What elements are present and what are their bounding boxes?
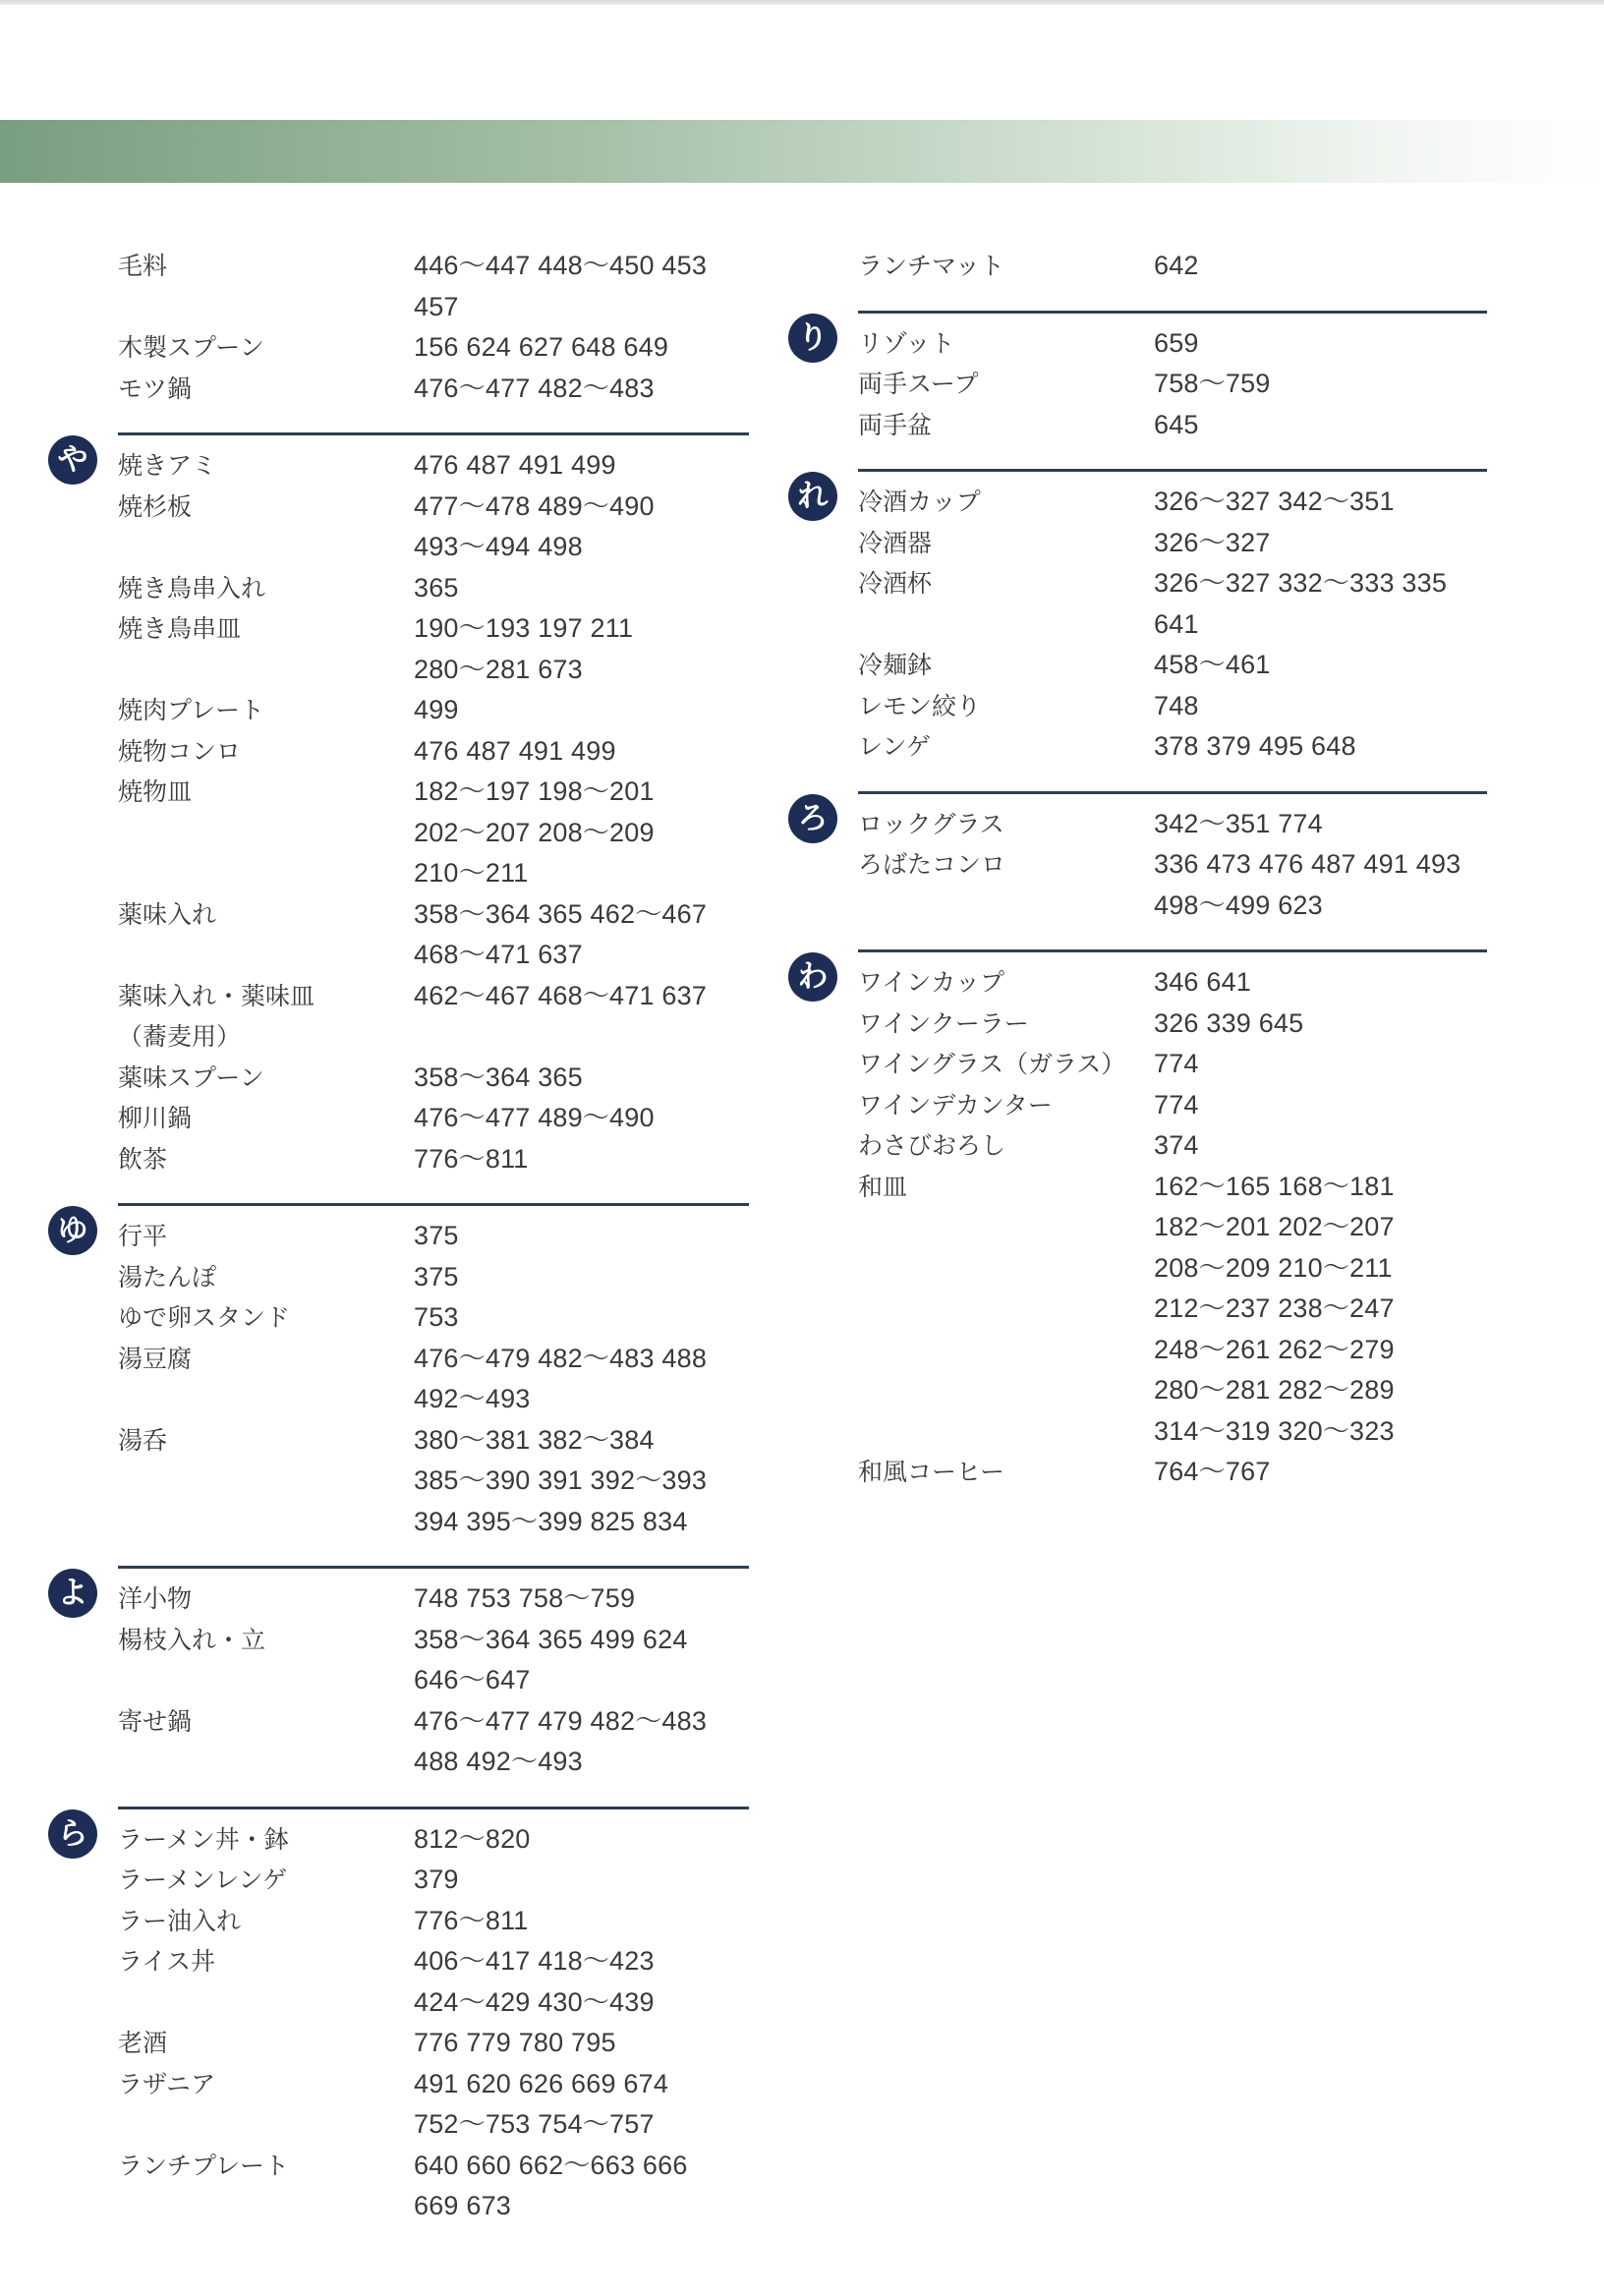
- index-section: [797, 791, 1487, 927]
- entry-term: 焼きアミ: [118, 451, 217, 480]
- entry-term: 冷酒杯: [858, 569, 933, 598]
- section-kana-badge: ら: [48, 1809, 97, 1859]
- page-refs-line: [414, 1016, 758, 1058]
- entry-pages: [414, 369, 758, 410]
- page-refs-line: 764～767: [1154, 1457, 1271, 1486]
- entry-term: 冷酒器: [858, 528, 933, 557]
- page-refs-line: 748 753 758～759: [414, 1583, 636, 1613]
- entry-term: 湯たんぽ: [118, 1262, 217, 1292]
- entry-pages: [414, 2146, 758, 2227]
- index-column-left: [57, 246, 757, 2227]
- page-refs-line: 446～447 448～450 453: [414, 251, 708, 280]
- section-kana-badge: わ: [788, 952, 837, 1002]
- page-refs-line: 753: [414, 1302, 459, 1332]
- index-entry: [118, 1058, 757, 1099]
- index-entry: [858, 523, 1487, 564]
- page-refs-line: 457: [414, 291, 459, 321]
- page-refs-line: 365: [414, 572, 459, 603]
- index-entry: [858, 323, 1487, 365]
- page-refs-line: 182～201 202～207: [1154, 1212, 1395, 1241]
- entry-term: リゾット: [858, 328, 955, 358]
- entry-pages: [1154, 804, 1498, 845]
- entry-pages: [1154, 364, 1498, 405]
- index-entry: [118, 894, 757, 976]
- entry-pages: [1154, 962, 1498, 1004]
- page-refs-line: 669 673: [414, 2191, 511, 2220]
- entry-term: 寄せ鍋: [118, 1706, 193, 1736]
- entry-pages: [1154, 686, 1498, 727]
- page-refs-line: 156 624 627 648 649: [414, 332, 669, 362]
- entry-term: 両手スープ: [858, 370, 979, 398]
- page-refs-line: 640 660 662～663 666: [414, 2150, 688, 2180]
- page-refs-line: 375: [414, 1261, 459, 1292]
- page-refs-line: 346 641: [1154, 967, 1251, 997]
- entry-pages: [1154, 645, 1498, 686]
- entry-pages: [414, 1819, 758, 1861]
- entry-pages: [1154, 1044, 1498, 1085]
- page-refs-line: 477～478 489～490: [414, 490, 655, 521]
- page-refs-line: 476～479 482～483 488: [414, 1343, 708, 1373]
- page-refs-line: 326 339 645: [1154, 1007, 1304, 1038]
- entry-term: 焼肉プレート: [118, 696, 265, 724]
- page-refs-line: 342～351 774: [1154, 808, 1323, 838]
- entry-term: 薬味入れ・薬味皿 （蕎麦用）: [118, 981, 315, 1051]
- entry-pages: [414, 1701, 758, 1783]
- entry-term: レンゲ: [858, 732, 931, 761]
- page-refs-line: 476～477 489～490: [414, 1103, 655, 1132]
- index-section: [797, 311, 1487, 446]
- page-refs-line: 212～237 238～247: [1154, 1293, 1395, 1323]
- page-refs-line: 314～319 320～323: [1154, 1415, 1395, 1446]
- index-entry: [118, 1098, 757, 1139]
- page-refs-line: 476～477 479 482～483: [414, 1705, 708, 1736]
- entry-pages: [414, 327, 758, 369]
- page-refs-line: 336 473 476 487 491 493: [1154, 849, 1461, 879]
- index-entry: [118, 327, 757, 369]
- entry-term: 焼物皿: [118, 777, 193, 806]
- page-refs-line: 358～364 365 499 624: [414, 1624, 688, 1654]
- entry-term: ロックグラス: [858, 809, 1004, 838]
- section-kana-badge: り: [788, 314, 837, 363]
- index-entry: [118, 369, 757, 410]
- index-entry: [858, 246, 1487, 287]
- page-refs-line: 406～417 418～423: [414, 1946, 655, 1976]
- entry-pages: [414, 2023, 758, 2064]
- entry-term: 木製スプーン: [118, 333, 264, 362]
- entry-term: ろばたコンロ: [858, 850, 1006, 879]
- index-section-continued: [118, 246, 757, 409]
- page-refs-line: 748: [1154, 690, 1199, 720]
- entry-pages: [414, 2064, 758, 2146]
- entry-pages: [1154, 482, 1498, 523]
- entry-pages: [1154, 1167, 1498, 1453]
- page-refs-line: 774: [1154, 1089, 1199, 1119]
- page-refs-line: 774: [1154, 1049, 1199, 1078]
- entry-term: 湯豆腐: [118, 1344, 193, 1373]
- header-band: [0, 120, 1604, 183]
- page-refs-line: 752～753 754～757: [414, 2109, 655, 2139]
- entry-term: 和皿: [858, 1172, 908, 1201]
- page-refs-line: 374: [1154, 1130, 1199, 1160]
- index-entry: [858, 1452, 1487, 1493]
- index-section-continued: [858, 246, 1487, 287]
- entry-term: モツ鍋: [118, 373, 193, 403]
- index-entry: [858, 844, 1487, 926]
- index-entry: [858, 686, 1487, 727]
- entry-pages: [414, 608, 758, 690]
- entry-pages: [414, 1139, 758, 1180]
- index-entry: [118, 690, 757, 731]
- index-entry: [118, 1819, 757, 1861]
- entry-pages: [1154, 1085, 1498, 1126]
- index-entry: [858, 563, 1487, 645]
- index-entry: [118, 1420, 757, 1543]
- index-entry: [118, 1860, 757, 1901]
- entry-term: 毛料: [118, 252, 168, 280]
- entry-pages: [1154, 323, 1498, 365]
- index-section: [57, 1807, 757, 2227]
- entry-term: ワインクーラー: [858, 1008, 1029, 1038]
- section-kana-badge: よ: [48, 1569, 97, 1618]
- page-refs-line: 280～281 282～289: [1154, 1375, 1395, 1405]
- index-section: [797, 949, 1487, 1493]
- entry-pages: [414, 976, 758, 1058]
- entry-term: わさびおろし: [858, 1131, 1006, 1160]
- entry-term: 焼物コンロ: [118, 736, 242, 766]
- index-entry: [858, 1085, 1487, 1126]
- entry-term: 冷麺鉢: [858, 651, 933, 679]
- entry-pages: [1154, 1004, 1498, 1045]
- entry-pages: [414, 487, 758, 568]
- entry-pages: [1154, 844, 1498, 926]
- page-refs-line: 491 620 626 669 674: [414, 2068, 669, 2098]
- entry-term: 和風コーヒー: [858, 1458, 1005, 1486]
- entry-pages: [414, 1297, 758, 1339]
- entry-pages: [414, 1901, 758, 1942]
- page-refs-line: 659: [1154, 327, 1199, 358]
- entry-pages: [1154, 1452, 1498, 1493]
- index-entry: [118, 1257, 757, 1298]
- page-refs-line: 492～493: [414, 1384, 531, 1413]
- page-refs-line: 476～477 482～483: [414, 373, 655, 403]
- page-refs-line: 375: [414, 1221, 459, 1250]
- index-entry: [118, 1941, 757, 2023]
- page-refs-line: 499: [414, 695, 459, 724]
- section-kana-badge: ゆ: [48, 1206, 97, 1255]
- index-entry: [858, 962, 1487, 1004]
- page-refs-line: 424～429 430～439: [414, 1986, 655, 2017]
- entry-term: 焼杉板: [118, 491, 193, 521]
- page-refs-line: 776～811: [414, 1143, 529, 1174]
- index-entry: [118, 1901, 757, 1942]
- entry-pages: [414, 1216, 758, 1257]
- entry-term: 洋小物: [118, 1584, 193, 1613]
- entry-term: 行平: [118, 1222, 168, 1250]
- entry-pages: [414, 568, 758, 609]
- index-entry: [118, 976, 757, 1058]
- index-entry: [118, 731, 757, 773]
- entry-pages: [414, 1578, 758, 1620]
- page-refs-line: 812～820: [414, 1823, 531, 1854]
- page-refs-line: 488 492～493: [414, 1747, 583, 1776]
- section-kana-badge: や: [48, 435, 97, 485]
- entry-pages: [414, 731, 758, 773]
- entry-pages: [414, 1058, 758, 1099]
- entry-pages: [1154, 246, 1498, 287]
- entry-pages: [414, 772, 758, 894]
- index-entry: [118, 445, 757, 487]
- index-section: [57, 1566, 757, 1783]
- page-refs-line: 190～193 197 211: [414, 613, 634, 643]
- page-refs-line: 326～327 342～351: [1154, 487, 1395, 516]
- entry-term: ワインデカンター: [858, 1090, 1053, 1119]
- entry-term: ワイングラス（ガラス）: [858, 1050, 1126, 1078]
- page-refs-line: 210～211: [414, 858, 529, 888]
- section-kana-badge: れ: [788, 472, 837, 521]
- entry-pages: [414, 1257, 758, 1298]
- index-entry: [858, 1125, 1487, 1167]
- page-refs-line: 641: [1154, 608, 1199, 639]
- index-entry: [858, 405, 1487, 446]
- page-refs-line: 358～364 365 462～467: [414, 898, 708, 929]
- entry-pages: [414, 445, 758, 487]
- page-refs-line: 202～207 208～209: [414, 817, 655, 847]
- page-refs-line: 462～467 468～471 637: [414, 980, 708, 1010]
- index-entry: [858, 482, 1487, 523]
- page-refs-line: 776 779 780 795: [414, 2028, 616, 2057]
- page-refs-line: 379: [414, 1865, 459, 1894]
- page-refs-line: 776～811: [414, 1905, 529, 1935]
- section-kana-badge: ろ: [788, 794, 837, 843]
- entry-term: ライス丼: [118, 1947, 216, 1976]
- index-entry: [118, 608, 757, 690]
- page-refs-line: 458～461: [1154, 650, 1271, 679]
- page-refs-line: 642: [1154, 251, 1199, 280]
- index-entry: [118, 246, 757, 327]
- page-refs-line: 326～327: [1154, 527, 1271, 557]
- entry-pages: [414, 894, 758, 976]
- entry-term: ランチマット: [858, 252, 1005, 280]
- index-entry: [858, 1004, 1487, 1045]
- entry-term: ラーメンレンゲ: [118, 1866, 288, 1894]
- index-section: [57, 432, 757, 1179]
- entry-pages: [414, 1941, 758, 2023]
- page-refs-line: 182～197 198～201: [414, 776, 655, 806]
- page-refs-line: 385～390 391 392～393: [414, 1465, 708, 1495]
- page-refs-line: 476 487 491 499: [414, 735, 616, 766]
- entry-term: 薬味入れ: [118, 899, 217, 929]
- index-entry: [858, 804, 1487, 845]
- page-refs-line: 646～647: [414, 1665, 531, 1694]
- page-refs-line: 758～759: [1154, 369, 1271, 398]
- entry-pages: [1154, 726, 1498, 768]
- entry-term: ゆで卵スタンド: [118, 1303, 291, 1332]
- entry-term: 薬味スプーン: [118, 1062, 264, 1092]
- index-entry: [118, 487, 757, 568]
- entry-term: 焼き鳥串皿: [118, 614, 242, 643]
- index-entry: [118, 1578, 757, 1620]
- entry-pages: [1154, 405, 1498, 446]
- entry-term: 柳川鍋: [118, 1104, 193, 1132]
- entry-term: ラー油入れ: [118, 1906, 242, 1935]
- index-column-right: [797, 246, 1487, 1493]
- index-entry: [858, 1167, 1487, 1453]
- page-refs-line: 493～494 498: [414, 532, 583, 561]
- entry-pages: [414, 1098, 758, 1139]
- index-entry: [858, 645, 1487, 686]
- page-refs-line: 326～327 332～333 335: [1154, 568, 1448, 598]
- page-refs-line: 645: [1154, 409, 1199, 439]
- page-refs-line: 248～261 262～279: [1154, 1334, 1395, 1364]
- entry-pages: [1154, 1125, 1498, 1167]
- entry-term: 冷酒カップ: [858, 488, 981, 516]
- index-section: [57, 1203, 757, 1542]
- entry-term: 湯呑: [118, 1425, 168, 1455]
- index-entry: [118, 1139, 757, 1180]
- page-refs-line: 208～209 210～211: [1154, 1252, 1393, 1283]
- entry-term: ラーメン丼・鉢: [118, 1824, 289, 1854]
- entry-pages: [414, 246, 758, 327]
- entry-pages: [414, 1860, 758, 1901]
- page-refs-line: 468～471 637: [414, 940, 583, 969]
- index-section: [797, 469, 1487, 768]
- page-refs-line: 162～165 168～181: [1154, 1171, 1395, 1201]
- entry-term: 老酒: [118, 2029, 168, 2057]
- page-top-edge: [0, 0, 1604, 5]
- entry-pages: [1154, 563, 1498, 645]
- entry-term: 両手盆: [858, 410, 933, 439]
- page-refs-line: 358～364 365: [414, 1062, 583, 1092]
- entry-term: レモン絞り: [858, 691, 982, 720]
- page-refs-line: 476 487 491 499: [414, 450, 616, 480]
- page-refs-line: 378 379 495 648: [1154, 731, 1356, 761]
- entry-pages: [1154, 523, 1498, 564]
- index-entry: [118, 1620, 757, 1701]
- entry-pages: [414, 1420, 758, 1543]
- page-refs-line: 280～281 673: [414, 654, 583, 684]
- entry-pages: [414, 1339, 758, 1420]
- entry-term: 楊枝入れ・立: [118, 1625, 266, 1654]
- index-entry: [118, 2146, 757, 2227]
- index-entry: [118, 1339, 757, 1420]
- index-entry: [858, 364, 1487, 405]
- entry-term: ランチプレート: [118, 2151, 290, 2180]
- index-entry: [118, 1297, 757, 1339]
- index-entry: [118, 2023, 757, 2064]
- entry-term: 飲茶: [118, 1144, 168, 1174]
- index-entry: [858, 726, 1487, 768]
- index-entry: [118, 1701, 757, 1783]
- index-entry: [118, 1216, 757, 1257]
- entry-term: ラザニア: [118, 2069, 216, 2098]
- page-refs-line: 498～499 623: [1154, 890, 1323, 920]
- entry-term: ワインカップ: [858, 968, 1005, 997]
- entry-term: 焼き鳥串入れ: [118, 573, 266, 603]
- page-refs-line: 380～381 382～384: [414, 1424, 655, 1455]
- index-entry: [118, 568, 757, 609]
- index-entry: [858, 1044, 1487, 1085]
- index-entry: [118, 772, 757, 894]
- entry-pages: [414, 1620, 758, 1701]
- index-entry: [118, 2064, 757, 2146]
- entry-pages: [414, 690, 758, 731]
- page-refs-line: 394 395～399 825 834: [414, 1506, 688, 1536]
